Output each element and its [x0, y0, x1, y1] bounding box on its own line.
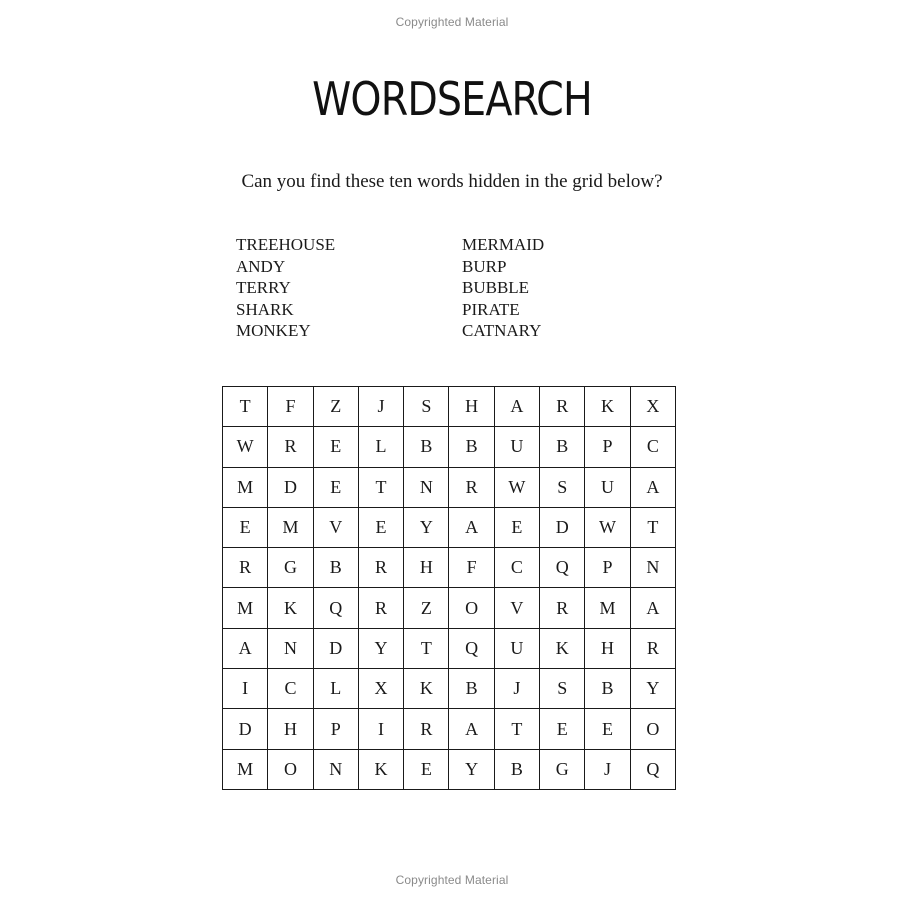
grid-cell: U [585, 467, 630, 507]
grid-cell: U [494, 427, 539, 467]
grid-cell: Y [358, 628, 403, 668]
grid-cell: T [404, 628, 449, 668]
grid-row [223, 749, 676, 789]
grid-cell: R [449, 467, 494, 507]
grid-cell: J [358, 387, 403, 427]
instructions-text: Can you find these ten words hidden in the grid below? [241, 171, 663, 192]
grid-cell: B [540, 427, 585, 467]
grid-cell: Q [449, 628, 494, 668]
grid-cell: J [494, 669, 539, 709]
grid-cell: T [358, 467, 403, 507]
grid-cell: F [268, 387, 313, 427]
page-title: WORDSEARCH [312, 72, 592, 126]
grid-cell: R [223, 548, 268, 588]
grid-cell: B [585, 669, 630, 709]
word-list-left [236, 234, 335, 342]
grid-cell: A [630, 588, 675, 628]
grid-cell: R [630, 628, 675, 668]
grid-cell: E [313, 467, 358, 507]
grid-cell: N [404, 467, 449, 507]
grid-cell: X [358, 669, 403, 709]
grid-row [223, 628, 676, 668]
letter-grid-body [223, 387, 676, 790]
word-list-item: TREEHOUSE [236, 235, 336, 254]
grid-cell: O [268, 749, 313, 789]
grid-cell: B [449, 669, 494, 709]
copyright-watermark-top: Copyrighted Material [395, 15, 509, 29]
word-list-item: SHARK [236, 299, 294, 319]
grid-cell: D [313, 628, 358, 668]
grid-row [223, 709, 676, 749]
grid-cell: F [449, 548, 494, 588]
grid-cell: S [540, 669, 585, 709]
grid-cell: E [585, 709, 630, 749]
grid-cell: G [268, 548, 313, 588]
letter-grid [222, 386, 676, 790]
grid-cell: S [540, 467, 585, 507]
grid-cell: N [630, 548, 675, 588]
grid-cell: X [630, 387, 675, 427]
grid-cell: W [494, 467, 539, 507]
word-list-item: BURP [462, 256, 507, 276]
grid-cell: A [630, 467, 675, 507]
grid-cell: H [404, 548, 449, 588]
grid-cell: R [540, 588, 585, 628]
grid-cell: P [585, 427, 630, 467]
grid-cell: H [585, 628, 630, 668]
grid-cell: L [313, 669, 358, 709]
grid-cell: M [585, 588, 630, 628]
grid-cell: R [404, 709, 449, 749]
grid-cell: C [494, 548, 539, 588]
grid-cell: R [358, 548, 403, 588]
grid-cell: G [540, 749, 585, 789]
grid-cell: R [268, 427, 313, 467]
grid-cell: N [313, 749, 358, 789]
grid-cell: J [585, 749, 630, 789]
grid-cell: O [449, 588, 494, 628]
grid-row [223, 507, 676, 547]
grid-cell: W [223, 427, 268, 467]
word-list-item: BUBBLE [462, 278, 530, 297]
grid-cell: I [223, 669, 268, 709]
grid-cell: T [630, 507, 675, 547]
grid-cell: V [494, 588, 539, 628]
grid-cell: K [268, 588, 313, 628]
grid-cell: E [313, 427, 358, 467]
word-list-item: PIRATE [462, 299, 520, 319]
grid-cell: O [630, 709, 675, 749]
word-list-item: MONKEY [236, 321, 311, 340]
grid-cell: N [268, 628, 313, 668]
grid-cell: K [358, 749, 403, 789]
grid-cell: S [404, 387, 449, 427]
grid-cell: D [268, 467, 313, 507]
grid-cell: K [585, 387, 630, 427]
grid-cell: H [268, 709, 313, 749]
grid-cell: A [494, 387, 539, 427]
grid-cell: B [449, 427, 494, 467]
grid-row [223, 427, 676, 467]
grid-cell: E [223, 507, 268, 547]
grid-cell: M [223, 749, 268, 789]
grid-cell: E [404, 749, 449, 789]
grid-cell: B [404, 427, 449, 467]
grid-cell: A [449, 507, 494, 547]
grid-cell: H [449, 387, 494, 427]
grid-row [223, 387, 676, 427]
word-list-item: MERMAID [462, 235, 545, 254]
grid-cell: V [313, 507, 358, 547]
grid-cell: M [223, 588, 268, 628]
grid-cell: D [540, 507, 585, 547]
grid-cell: T [494, 709, 539, 749]
grid-cell: P [585, 548, 630, 588]
grid-cell: M [268, 507, 313, 547]
grid-cell: M [223, 467, 268, 507]
grid-cell: D [223, 709, 268, 749]
grid-cell: A [223, 628, 268, 668]
grid-cell: R [540, 387, 585, 427]
word-list-item: CATNARY [462, 321, 542, 340]
copyright-watermark-bottom: Copyrighted Material [395, 873, 509, 887]
grid-cell: Y [449, 749, 494, 789]
grid-cell: P [313, 709, 358, 749]
grid-cell: A [449, 709, 494, 749]
grid-cell: B [313, 548, 358, 588]
grid-cell: R [358, 588, 403, 628]
grid-cell: E [540, 709, 585, 749]
grid-row [223, 669, 676, 709]
grid-cell: K [404, 669, 449, 709]
grid-cell: B [494, 749, 539, 789]
grid-row [223, 548, 676, 588]
grid-cell: I [358, 709, 403, 749]
grid-cell: Z [313, 387, 358, 427]
grid-cell: E [358, 507, 403, 547]
grid-cell: W [585, 507, 630, 547]
grid-row [223, 467, 676, 507]
grid-cell: Q [630, 749, 675, 789]
grid-cell: Z [404, 588, 449, 628]
grid-cell: Y [630, 669, 675, 709]
grid-cell: L [358, 427, 403, 467]
grid-cell: Q [540, 548, 585, 588]
word-list-item: ANDY [236, 256, 286, 276]
grid-row [223, 588, 676, 628]
word-list-right [462, 234, 544, 342]
grid-cell: E [494, 507, 539, 547]
grid-cell: C [630, 427, 675, 467]
grid-cell: K [540, 628, 585, 668]
grid-cell: Q [313, 588, 358, 628]
grid-cell: U [494, 628, 539, 668]
grid-cell: Y [404, 507, 449, 547]
word-list-item: TERRY [236, 278, 291, 297]
grid-cell: T [223, 387, 268, 427]
grid-cell: C [268, 669, 313, 709]
